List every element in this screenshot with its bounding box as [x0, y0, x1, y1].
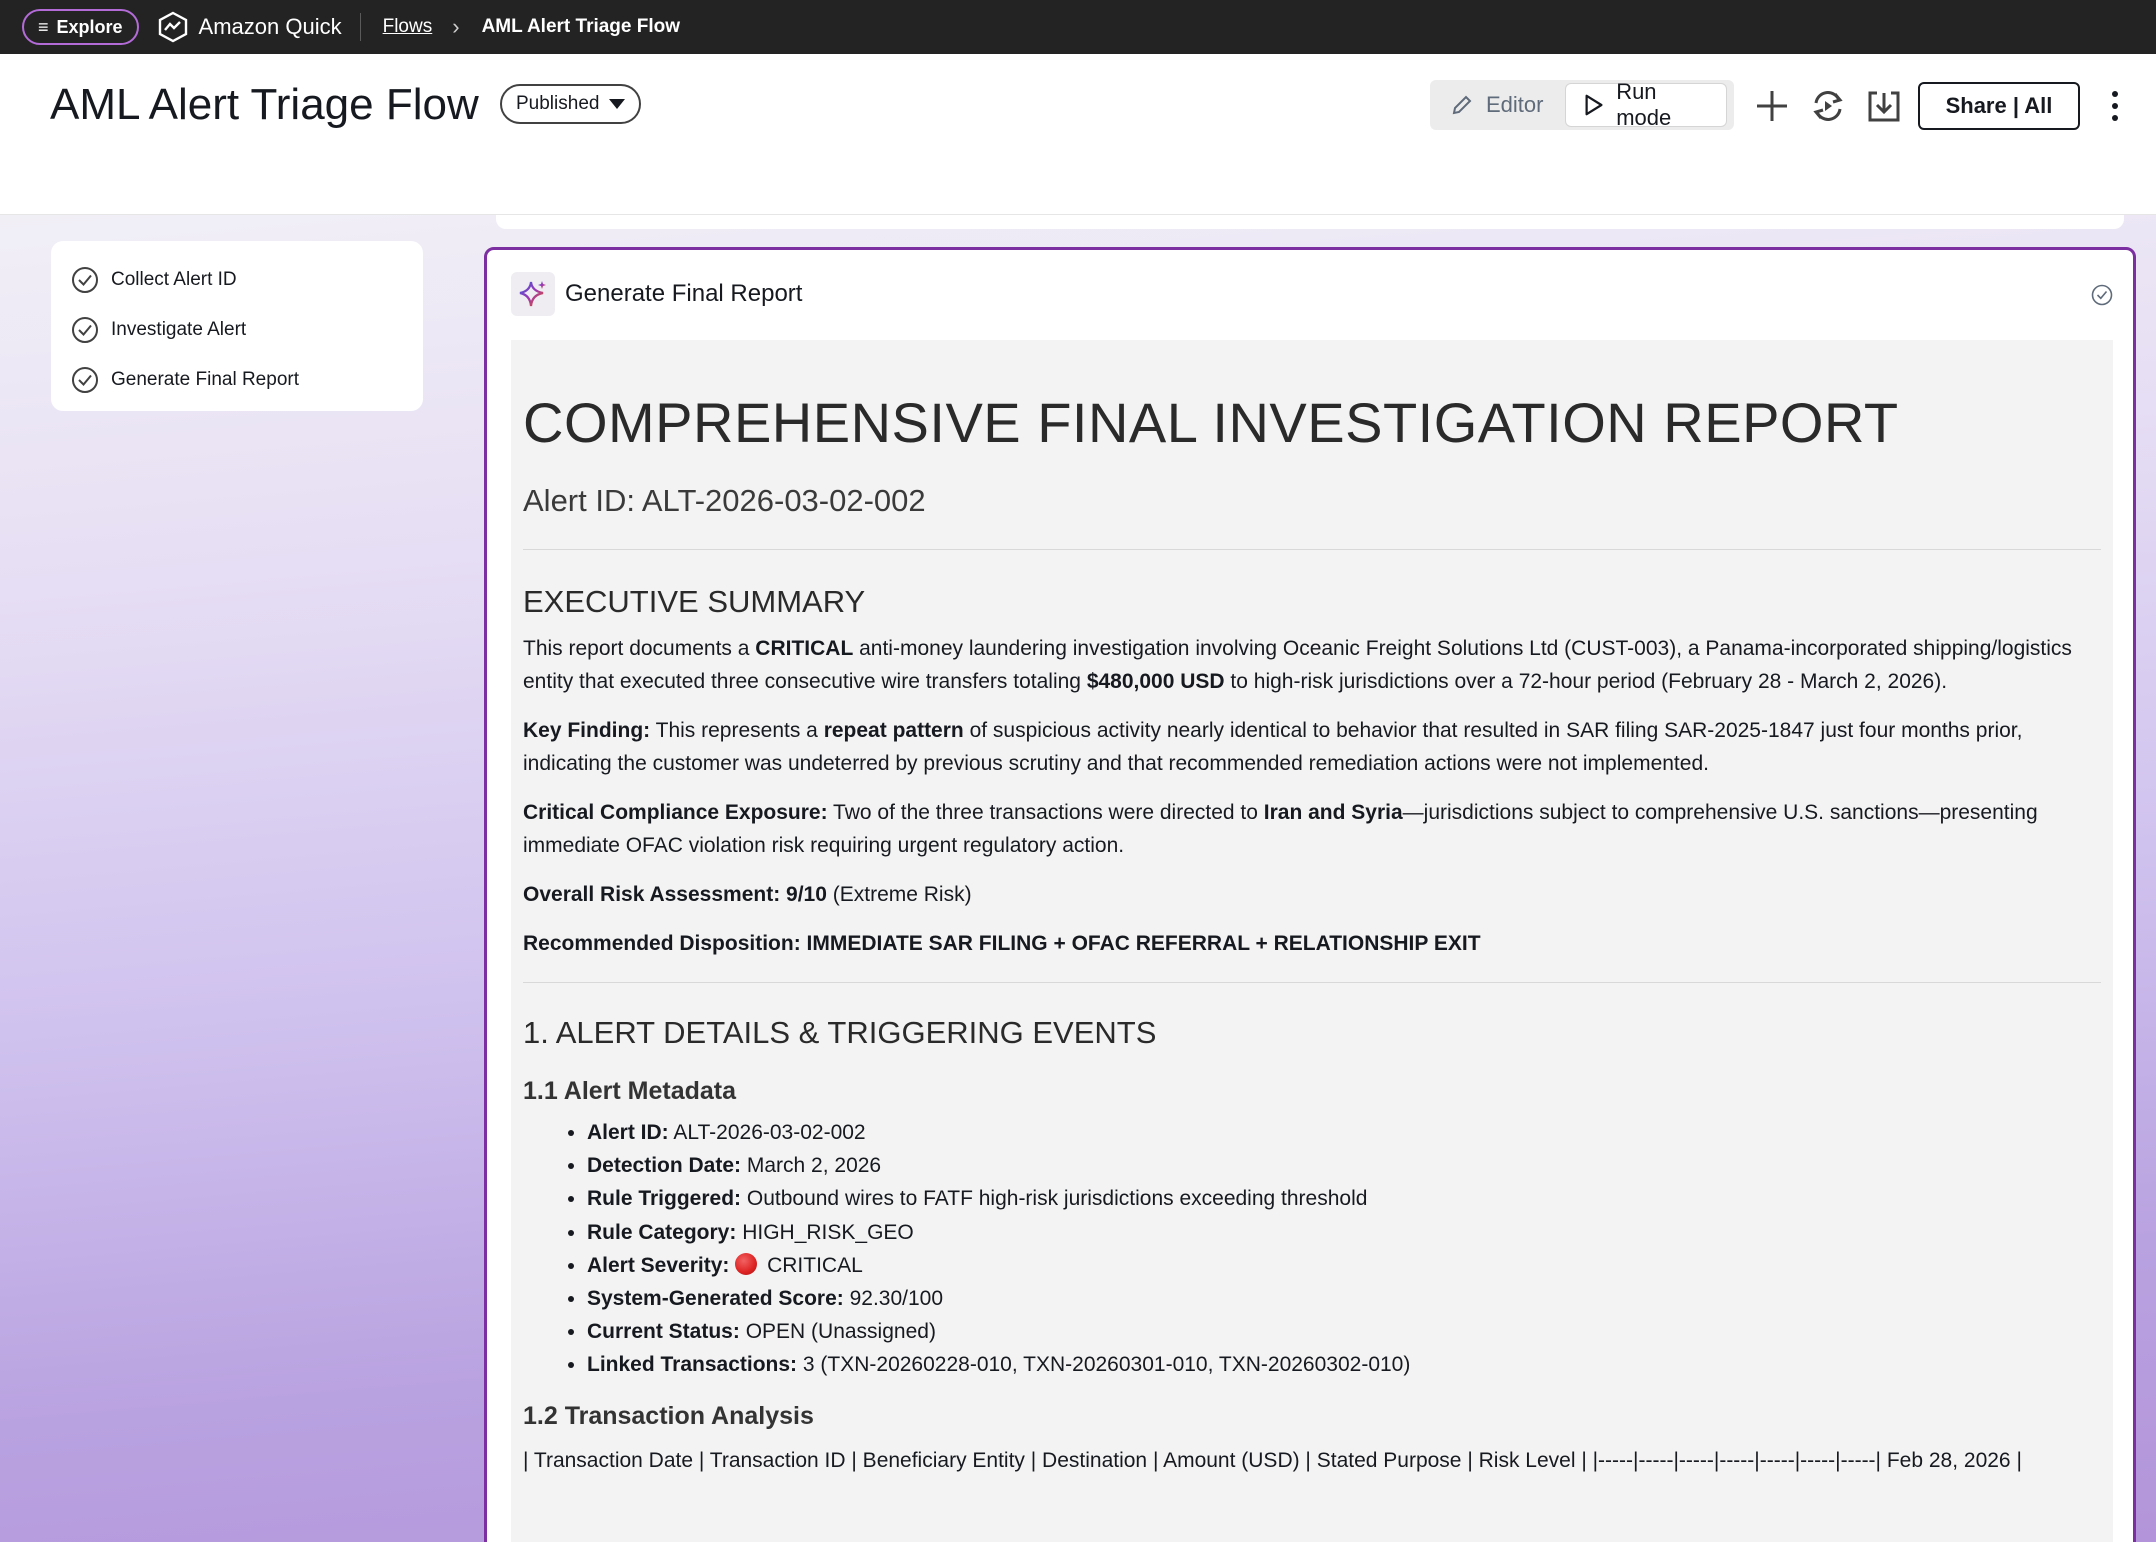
download-button[interactable]	[1864, 86, 1904, 126]
list-item: • Current Status: OPEN (Unassigned)	[587, 1315, 2101, 1348]
exec-paragraph-4: Overall Risk Assessment: 9/10 (Extreme Risk)	[523, 883, 972, 906]
transaction-table-raw: | Transaction Date | Transaction ID | Beneficiary Entity | Destination | Amount (USD) | Stated Purpose | Risk Level | |-----|-----|-----|-----|-----|-----|-----| Feb 28, 2026 |	[523, 1448, 2022, 1472]
status-label: Published	[516, 93, 600, 114]
refresh-button[interactable]	[1808, 86, 1848, 126]
flow-canvas	[0, 215, 2156, 1542]
status-dropdown[interactable]	[500, 84, 641, 124]
list-item: • Detection Date: March 2, 2026	[587, 1149, 2101, 1182]
steps-panel	[51, 241, 423, 411]
play-icon	[1582, 92, 1604, 118]
previous-card-edge	[496, 215, 2124, 229]
list-item: • Rule Triggered: Outbound wires to FATF high-risk jurisdictions exceeding threshold	[587, 1182, 2101, 1215]
check-circle-icon	[71, 366, 99, 394]
chevron-right-icon: ›	[452, 14, 460, 39]
pencil-icon	[1450, 93, 1474, 117]
exec-paragraph-2: Key Finding: This represents a repeat pattern of suspicious activity nearly identical to behavior that resulted in SAR filing SAR-2025-1847 just four months prior, indicating the customer was undeterred by previous scrutiny and that recommended remediation actions were not implemented.	[523, 719, 2023, 775]
step-generate-final-report[interactable]	[71, 355, 403, 405]
step-label: Investigate Alert	[111, 319, 247, 340]
step-label: Collect Alert ID	[111, 269, 237, 290]
amazon-quick-logo-icon	[157, 11, 189, 43]
transaction-analysis-heading: 1.2 Transaction Analysis	[523, 1401, 814, 1430]
download-icon	[1867, 89, 1901, 123]
list-item: • Alert Severity: CRITICAL	[587, 1249, 2101, 1282]
card-title: Generate Final Report	[565, 280, 803, 307]
exec-paragraph-3: Critical Compliance Exposure: Two of the three transactions were directed to Iran and Syria—jurisdictions subject to comprehensive U.S. sanctions—presenting immediate OFAC violation risk requiring urgent regulatory action.	[523, 801, 2038, 857]
add-button[interactable]	[1752, 86, 1792, 126]
top-bar	[0, 0, 2156, 54]
explore-label: Explore	[56, 16, 123, 37]
list-item: • System-Generated Score: 92.30/100	[587, 1282, 2101, 1315]
list-item: • Linked Transactions: 3 (TXN-20260228-010, TXN-20260301-010, TXN-20260302-010)	[587, 1348, 2101, 1381]
card-header	[487, 250, 2133, 336]
brand-name: Amazon Quick	[198, 14, 342, 39]
sparkle-icon	[511, 272, 555, 316]
kebab-icon[interactable]	[2100, 84, 2130, 128]
refresh-icon	[1811, 89, 1845, 123]
report-alert-id: Alert ID: ALT-2026-03-02-002	[523, 483, 926, 518]
divider	[523, 982, 2101, 983]
editor-mode-button[interactable]	[1434, 84, 1566, 126]
breadcrumb-flows-link[interactable]: Flows	[382, 16, 433, 37]
page-header	[0, 54, 2156, 215]
exec-paragraph-5: Recommended Disposition: IMMEDIATE SAR FILING + OFAC REFERRAL + RELATIONSHIP EXIT	[523, 932, 1481, 955]
report-title: COMPREHENSIVE FINAL INVESTIGATION REPORT	[523, 391, 1899, 454]
report-content	[511, 340, 2113, 1542]
check-circle-icon	[2091, 284, 2113, 306]
hamburger-icon: ≡	[38, 16, 49, 37]
step-investigate-alert[interactable]	[71, 305, 403, 355]
breadcrumb-current: AML Alert Triage Flow	[481, 16, 681, 37]
brand[interactable]	[157, 11, 342, 43]
mode-toggle	[1430, 80, 1734, 130]
check-circle-icon	[71, 316, 99, 344]
share-button[interactable]: Share | All	[1918, 82, 2080, 130]
alert-metadata-list	[523, 1116, 2101, 1382]
run-mode-button[interactable]	[1566, 79, 1726, 130]
plus-icon	[1755, 89, 1789, 123]
executive-summary-heading: EXECUTIVE SUMMARY	[523, 584, 866, 619]
report-card	[484, 247, 2136, 1542]
divider	[523, 549, 2101, 550]
editor-label: Editor	[1486, 92, 1544, 117]
section-1-heading: 1. ALERT DETAILS & TRIGGERING EVENTS	[523, 1015, 1157, 1050]
check-circle-icon	[71, 266, 99, 294]
critical-red-dot-icon	[735, 1253, 757, 1275]
explore-button[interactable]	[22, 9, 139, 45]
list-item: • Rule Category: HIGH_RISK_GEO	[587, 1216, 2101, 1249]
run-mode-label: Run mode	[1616, 79, 1672, 130]
page-title: AML Alert Triage Flow	[50, 80, 479, 129]
step-collect-alert-id[interactable]	[71, 255, 403, 305]
alert-metadata-heading: 1.1 Alert Metadata	[523, 1077, 737, 1105]
exec-paragraph-1: This report documents a CRITICAL anti-money laundering investigation involving Oceanic Freight Solutions Ltd (CUST-003), a Panama-incorporated shipping/logistics entity that executed three consecutive wire transfers totaling $480,000 USD to high-risk jurisdictions over a 72-hour period (February 28 - March 2, 2026).	[523, 637, 2072, 693]
step-label: Generate Final Report	[111, 369, 299, 390]
divider	[360, 13, 361, 41]
list-item: • Alert ID: ALT-2026-03-02-002	[587, 1116, 2101, 1149]
caret-down-icon	[609, 99, 625, 109]
